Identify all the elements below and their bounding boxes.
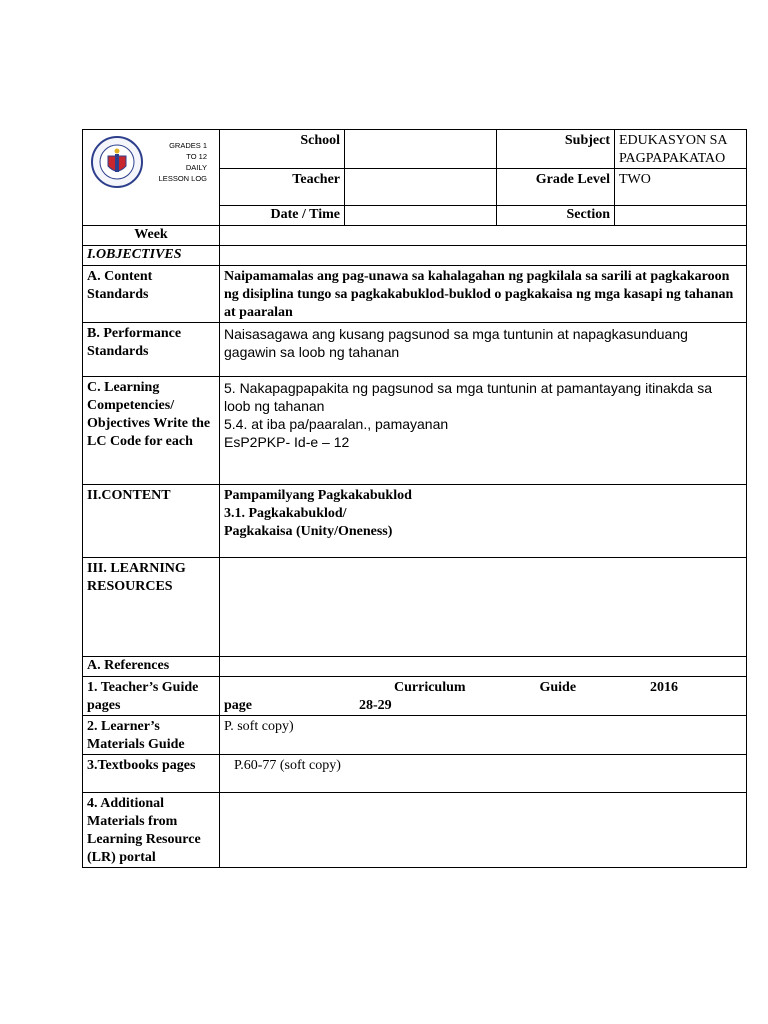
textbooks-text: P.60-77 (soft copy) [220,755,747,793]
content-text [220,485,747,558]
grades-label: GRADES 1 TO 12 DAILY LESSON LOG [158,141,207,183]
content-line: Pagkakaisa (Unity/Oneness) [224,524,393,539]
school-label: School [220,130,345,169]
grade-level-label: Grade Level [497,169,615,206]
tg-word: page [224,698,252,713]
tg-word: Guide [539,680,577,695]
performance-standards-label: B. Performance Standards [83,323,220,377]
date-time-label: Date / Time [220,206,345,226]
tg-word: Curriculum [394,680,466,695]
week-field[interactable] [220,226,747,246]
textbooks-label: 3.Textbooks pages [83,755,220,793]
learners-materials-label: 2. Learner’s Materials Guide [83,716,220,755]
objectives-heading: I.OBJECTIVES [83,246,220,266]
competency-code: EsP2PKP- Id-e – 12 [224,434,350,450]
teacher-field[interactable] [345,169,497,206]
learners-materials-text: P. soft copy) [220,716,747,755]
subject-field[interactable]: EDUKASYON SA PAGPAPAKATAO [615,130,747,169]
learning-competencies-label: C. Learning Competencies/ Objectives Write the LC Code for each [83,377,220,485]
additional-materials-field[interactable] [220,793,747,868]
objectives-field [220,246,747,266]
grade-level-field[interactable]: TWO [615,169,747,206]
learning-resources-heading: III. LEARNING RESOURCES [83,558,220,657]
competency-line: 5.4. at iba pa/paaralan., pamayanan [224,416,449,432]
deped-seal-icon [91,136,143,188]
learning-competencies-text [220,377,747,485]
teacher-label: Teacher [220,169,345,206]
header-logo-cell [83,130,220,226]
section-label: Section [497,206,615,226]
references-label: A. References [83,657,220,677]
daily-lesson-log-table [82,129,747,868]
competency-line: 5. Nakapagpapakita ng pagsunod sa mga tuntunin at pamantayang itinakda sa loob ng tahanan [224,380,713,414]
date-time-field[interactable] [345,206,497,226]
tg-pages: 28-29 [359,698,392,713]
content-heading: II.CONTENT [83,485,220,558]
week-label: Week [83,226,220,246]
section-field[interactable] [615,206,747,226]
content-line: Pampamilyang Pagkakabuklod [224,488,412,503]
teachers-guide-label: 1. Teacher’s Guide pages [83,677,220,716]
tg-word: 2016 [649,680,678,695]
content-standards-text: Naipamamalas ang pag-unawa sa kahalagahan ng pagkilala sa sarili at pagkakaroon ng disiplina tungo sa pagkakabuklod-buklod o pagkakaisa ng mga kasapi ng tahanan at paaralan [220,266,747,323]
performance-standards-text: Naisasagawa ang kusang pagsunod sa mga tuntunin at napagkasunduang gagawin sa loob ng tahanan [220,323,747,377]
subject-label: Subject [497,130,615,169]
teachers-guide-text [220,677,747,716]
additional-materials-label: 4. Additional Materials from Learning Resource (LR) portal [83,793,220,868]
school-field[interactable] [345,130,497,169]
content-standards-label: A. Content Standards [83,266,220,323]
learning-resources-field[interactable] [220,558,747,657]
references-field[interactable] [220,657,747,677]
content-line: 3.1. Pagkakabuklod/ [224,506,347,521]
